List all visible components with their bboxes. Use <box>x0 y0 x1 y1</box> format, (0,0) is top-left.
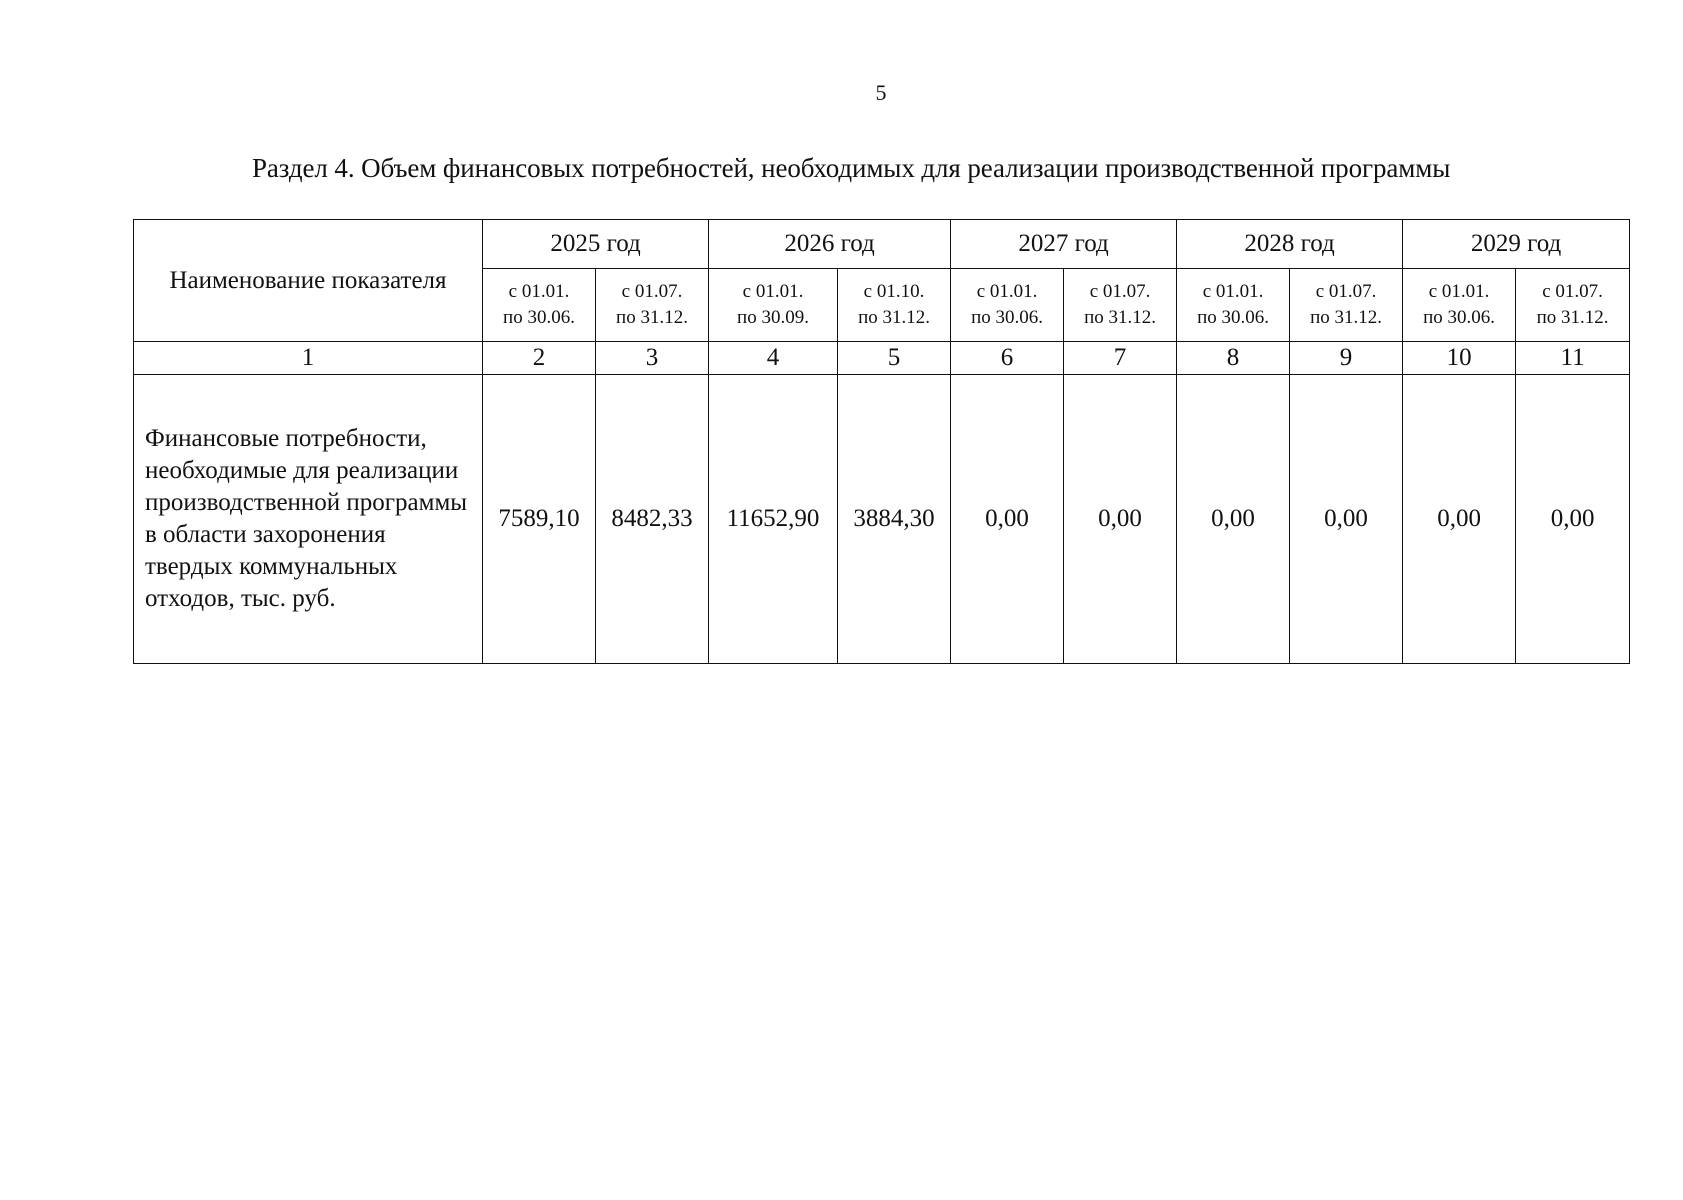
section-title: Раздел 4. Объем финансовых потребностей, необходимых для реализации производственной программы <box>252 153 1451 183</box>
value-cell: 0,00 <box>1177 375 1290 664</box>
period-header <box>1177 269 1290 342</box>
year-header-2028: 2028 год <box>1177 220 1403 269</box>
table-row <box>134 375 1630 664</box>
column-number: 1 <box>134 342 483 375</box>
period-header <box>838 269 951 342</box>
period-from: с 01.01. <box>1202 281 1264 302</box>
period-from: с 01.01. <box>1428 281 1490 302</box>
value-cell: 8482,33 <box>596 375 709 664</box>
value-cell: 0,00 <box>1290 375 1403 664</box>
indicator-name-header: Наименование показателя <box>134 220 483 342</box>
period-to: по 31.12. <box>1310 307 1383 328</box>
period-header <box>1516 269 1630 342</box>
column-number: 4 <box>709 342 838 375</box>
page-number: 5 <box>875 80 887 105</box>
value-cell: 0,00 <box>1403 375 1516 664</box>
period-from: с 01.07. <box>1542 281 1603 302</box>
period-header <box>951 269 1064 342</box>
year-header-row <box>134 220 1630 269</box>
period-from: с 01.07. <box>1089 281 1151 302</box>
column-number: 3 <box>596 342 709 375</box>
period-header <box>596 269 709 342</box>
period-from: с 01.01. <box>508 281 570 302</box>
column-number: 2 <box>483 342 596 375</box>
column-number: 5 <box>838 342 951 375</box>
value-cell: 3884,30 <box>838 375 951 664</box>
period-to: по 30.06. <box>1423 307 1496 328</box>
value-cell: 0,00 <box>1064 375 1177 664</box>
year-header-2026: 2026 год <box>709 220 951 269</box>
period-header <box>483 269 596 342</box>
year-header-2029: 2029 год <box>1403 220 1630 269</box>
period-to: по 31.12. <box>1084 307 1156 328</box>
indicator-name-cell: Финансовые потребности, необходимые для реализации производственной программы в области захоронения твердых коммунальных отходов, тыс. руб. <box>134 375 483 664</box>
period-header <box>1290 269 1403 342</box>
column-number: 9 <box>1290 342 1403 375</box>
column-number-row <box>134 342 1630 375</box>
period-from: с 01.07. <box>621 281 683 302</box>
period-to: по 31.12. <box>858 307 930 328</box>
financial-needs-table <box>133 219 1630 664</box>
value-cell: 7589,10 <box>483 375 596 664</box>
year-header-2027: 2027 год <box>951 220 1177 269</box>
period-from: с 01.10. <box>863 281 925 302</box>
value-cell: 0,00 <box>951 375 1064 664</box>
column-number: 8 <box>1177 342 1290 375</box>
period-to: по 30.06. <box>971 307 1043 328</box>
column-number: 6 <box>951 342 1064 375</box>
period-to: по 31.12. <box>1536 307 1609 328</box>
column-number: 7 <box>1064 342 1177 375</box>
period-header <box>1064 269 1177 342</box>
value-cell: 11652,90 <box>709 375 838 664</box>
period-from: с 01.07. <box>1315 281 1377 302</box>
period-to: по 30.06. <box>1197 307 1269 328</box>
year-header-2025: 2025 год <box>483 220 709 269</box>
column-number: 11 <box>1516 342 1630 375</box>
column-number: 10 <box>1403 342 1516 375</box>
period-header <box>1403 269 1516 342</box>
period-to: по 31.12. <box>616 307 688 328</box>
period-to: по 30.06. <box>503 307 575 328</box>
period-from: с 01.01. <box>742 281 804 302</box>
period-to: по 30.09. <box>737 307 809 328</box>
period-from: с 01.01. <box>976 281 1038 302</box>
value-cell: 0,00 <box>1516 375 1630 664</box>
period-header <box>709 269 838 342</box>
